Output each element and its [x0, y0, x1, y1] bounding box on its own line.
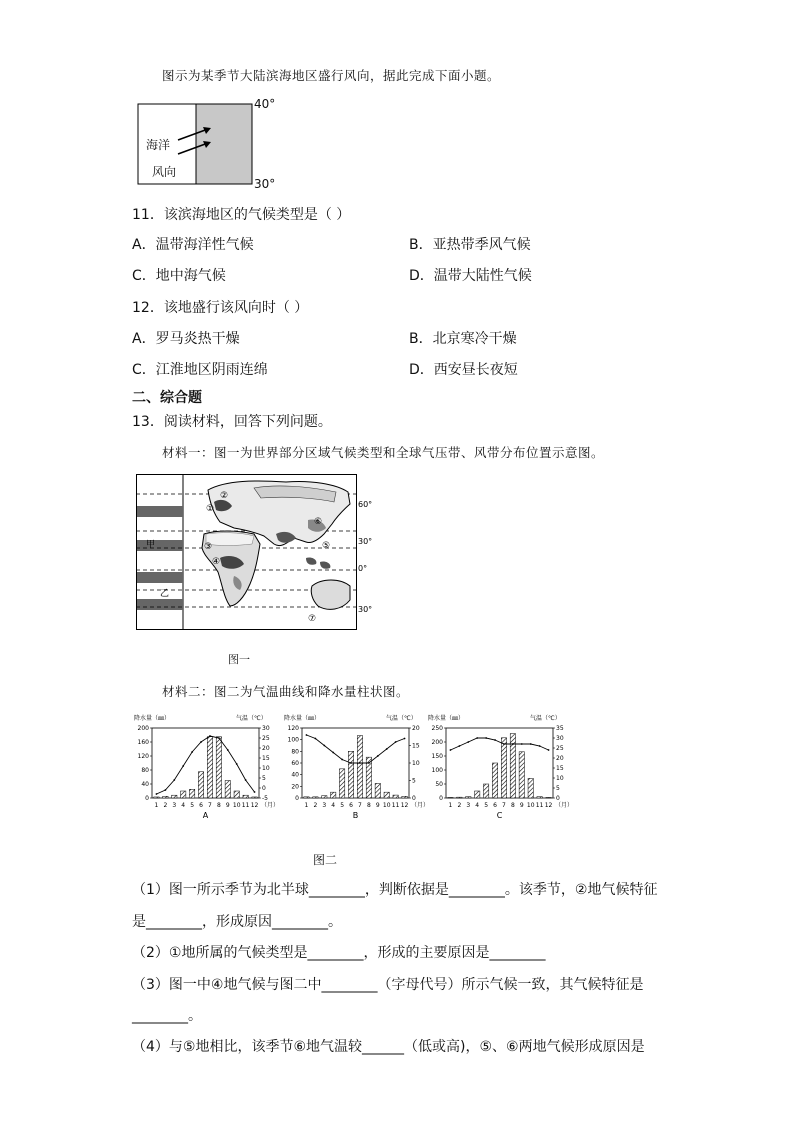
temp-point: [450, 749, 452, 751]
left-tick-label: 40: [291, 771, 299, 779]
month-label: 11: [391, 802, 400, 809]
month-label: 5: [340, 802, 345, 809]
q11-option-c: C．地中海气候: [132, 268, 226, 284]
month-label: 1: [304, 802, 309, 809]
marker-7: ⑦: [308, 614, 317, 624]
temp-curve: [307, 735, 405, 763]
right-tick-label: 15: [556, 765, 564, 772]
temp-axis-label: 气温（℃）: [386, 715, 417, 722]
marker-3: ③: [204, 542, 213, 552]
month-label: 7: [208, 802, 212, 809]
material1-text: 材料一：图一为世界部分区域气候类型和全球气压带、风带分布位置示意图。: [162, 445, 605, 460]
right-tick-label: 5: [262, 775, 266, 782]
left-tick-label: 120: [287, 725, 299, 732]
right-tick-label: 30: [262, 725, 270, 732]
precip-bar: [393, 795, 398, 798]
right-tick-label: 10: [412, 760, 420, 767]
q13-sub4: （4）与⑤地相比，该季节⑥地气温较______（低或高)，⑤、⑥两地气候形成原因是: [132, 1039, 645, 1055]
right-tick-label: 15: [262, 755, 270, 762]
q13-sub1-line2: 是________，形成原因________。: [132, 914, 342, 930]
temp-point: [323, 745, 325, 747]
temp-point: [236, 763, 238, 765]
q11-option-a: A．温带海洋性气候: [132, 237, 254, 253]
month-label: 10: [382, 802, 391, 809]
month-label: 8: [216, 802, 221, 809]
q11-option-b: B．亚热带季风气候: [409, 237, 531, 253]
month-label: 12: [250, 802, 259, 809]
q13-sub2: （2）①地所属的气候类型是________，形成的主要原因是________: [132, 945, 546, 961]
precip-bar: [322, 796, 327, 798]
q12-stem: 12．该地盛行该风向时（ ）: [132, 300, 309, 316]
left-tick-label: 0: [295, 795, 299, 802]
precip-bar: [448, 797, 453, 798]
temp-point: [191, 751, 193, 753]
left-tick-label: 60: [291, 760, 299, 767]
wind-label: 风向: [152, 165, 177, 179]
precip-bar: [501, 738, 506, 798]
temp-point: [503, 743, 505, 745]
q11-stem: 11．该滨海地区的气候类型是（ ）: [132, 207, 351, 223]
chart-title: A: [202, 811, 209, 820]
month-label: 9: [375, 802, 380, 809]
q13-sub1-line1: （1）图一所示季节为北半球________，判断依据是________。该季节，②地气候特征: [132, 882, 658, 898]
right-tick-label: 5: [556, 785, 560, 792]
precip-bar: [198, 772, 203, 798]
left-tick-label: 40: [141, 781, 149, 788]
precip-bar: [172, 795, 177, 798]
right-tick-label: 15: [412, 742, 420, 750]
world-climate-map: [136, 474, 382, 634]
temp-point: [530, 743, 532, 745]
marker-2: ②: [220, 491, 229, 501]
temp-point: [512, 743, 514, 745]
climate-chart-a: [132, 712, 287, 827]
temp-point: [209, 735, 211, 737]
belt-label-yi: 乙: [160, 589, 170, 599]
month-label: 9: [225, 802, 230, 809]
precip-bar: [492, 763, 497, 798]
month-label: 6: [349, 802, 353, 809]
precip-bar: [357, 736, 362, 798]
fig1-caption: 图一: [228, 653, 250, 666]
lat-label-60: 60°: [358, 500, 373, 509]
temp-point: [395, 741, 397, 743]
month-unit-label: （月）: [555, 802, 574, 809]
temp-point: [218, 737, 220, 739]
month-label: 10: [232, 802, 241, 809]
temp-point: [458, 745, 460, 747]
lat-label-0: 0°: [358, 564, 368, 573]
left-tick-label: 200: [431, 739, 443, 746]
marker-6: ⑥: [314, 517, 323, 527]
left-tick-label: 120: [137, 753, 149, 760]
month-label: 11: [241, 802, 250, 809]
precip-bar: [466, 797, 471, 798]
left-tick-label: 20: [291, 783, 299, 791]
right-tick-label: 5: [412, 777, 416, 785]
belt-label-jia: 甲: [146, 540, 156, 550]
temp-point: [173, 779, 175, 781]
month-label: 2: [313, 802, 318, 809]
q13-sub3-line1: （3）图一中④地气候与图二中________（字母代号）所示气候一致，其气候特征是: [132, 977, 644, 993]
temp-point: [368, 762, 370, 764]
month-unit-label: （月）: [411, 802, 430, 809]
month-label: 4: [331, 802, 336, 809]
temp-point: [314, 738, 316, 740]
right-tick-label: 0: [556, 795, 560, 802]
month-label: 1: [448, 802, 453, 809]
left-tick-label: 80: [141, 767, 149, 774]
temp-point: [341, 759, 343, 761]
precip-bar: [537, 797, 542, 798]
lat-bottom-label: 30°: [254, 177, 276, 191]
chart-title: B: [352, 811, 359, 820]
precip-bar: [252, 797, 257, 798]
left-tick-label: 80: [291, 748, 299, 756]
month-label: 3: [322, 802, 327, 809]
precip-bar: [402, 796, 407, 798]
precip-bar: [207, 737, 212, 798]
temp-point: [404, 738, 406, 740]
temp-axis-label: 气温（℃）: [530, 715, 561, 722]
precip-axis-label: 降水量（㎜）: [134, 715, 171, 722]
temp-point: [200, 741, 202, 743]
temp-point: [494, 739, 496, 741]
month-unit-label: （月）: [261, 802, 280, 809]
temp-point: [332, 752, 334, 754]
precip-bar: [475, 791, 480, 798]
temp-point: [548, 749, 550, 751]
intro-text: 图示为某季节大陆滨海地区盛行风向，据此完成下面小题。: [162, 68, 501, 83]
temp-point: [467, 741, 469, 743]
month-label: 8: [366, 802, 371, 809]
marker-1: ①: [206, 504, 215, 514]
right-tick-label: 20: [262, 745, 270, 752]
right-tick-label: 0: [412, 795, 416, 802]
q11-option-d: D．温带大陆性气候: [409, 268, 532, 284]
month-label: 9: [519, 802, 524, 809]
month-label: 8: [510, 802, 515, 809]
month-label: 5: [484, 802, 489, 809]
temp-curve: [157, 736, 255, 794]
q12-option-c: C．江淮地区阴雨连绵: [132, 362, 268, 378]
lat-top-label: 40°: [254, 97, 276, 111]
precip-bar: [546, 797, 551, 798]
precip-bar: [225, 781, 230, 799]
precip-bar: [216, 737, 221, 798]
climate-chart-b: [282, 712, 437, 827]
month-label: 2: [163, 802, 168, 809]
precip-bar: [519, 752, 524, 798]
right-tick-label: 20: [412, 725, 420, 732]
temp-axis-label: 气温（℃）: [236, 715, 267, 722]
right-tick-label: -5: [262, 795, 268, 802]
temp-point: [539, 745, 541, 747]
month-label: 12: [544, 802, 553, 809]
temp-point: [164, 789, 166, 791]
right-tick-label: 35: [556, 725, 564, 732]
fig2-caption: 图二: [313, 853, 338, 867]
precip-bar: [154, 797, 159, 798]
right-tick-label: 20: [556, 755, 564, 762]
month-label: 7: [502, 802, 506, 809]
month-label: 6: [199, 802, 203, 809]
temp-point: [521, 743, 523, 745]
precip-axis-label: 降水量（㎜）: [428, 715, 465, 722]
right-tick-label: 0: [262, 785, 266, 792]
right-tick-label: 30: [556, 735, 564, 742]
month-label: 4: [475, 802, 480, 809]
temp-point: [476, 737, 478, 739]
temp-point: [156, 793, 158, 795]
temp-point: [182, 765, 184, 767]
temp-curve: [451, 738, 549, 750]
q12-option-b: B．北京寒冷干燥: [409, 331, 517, 347]
temp-point: [227, 749, 229, 751]
month-label: 2: [457, 802, 462, 809]
right-tick-label: 10: [556, 775, 564, 782]
section-heading: 二、综合题: [132, 390, 202, 406]
precip-bar: [163, 796, 168, 798]
left-tick-label: 100: [431, 767, 443, 774]
month-label: 4: [181, 802, 186, 809]
temp-point: [359, 762, 361, 764]
q12-option-d: D．西安昼长夜短: [409, 362, 518, 378]
marker-4: ④: [212, 557, 221, 567]
chart-title: C: [496, 811, 503, 820]
month-label: 11: [535, 802, 544, 809]
precip-axis-label: 降水量（㎜）: [284, 715, 321, 722]
lat-label-30n: 30°: [358, 537, 373, 546]
material2-text: 材料二：图二为气温曲线和降水量柱状图。: [162, 684, 410, 699]
temp-point: [386, 748, 388, 750]
temp-point: [254, 791, 256, 793]
temp-point: [350, 762, 352, 764]
right-tick-label: 25: [556, 745, 564, 752]
month-label: 7: [358, 802, 362, 809]
precip-bar: [457, 797, 462, 798]
precip-bar: [375, 783, 380, 798]
right-tick-label: 10: [262, 765, 270, 772]
month-label: 10: [526, 802, 535, 809]
month-label: 3: [172, 802, 177, 809]
temp-point: [485, 737, 487, 739]
q13-stem: 13．阅读材料，回答下列问题。: [132, 414, 332, 430]
month-label: 3: [466, 802, 471, 809]
precip-bar: [339, 769, 344, 798]
lat-label-30s: 30°: [358, 605, 373, 614]
climate-chart-c: [426, 712, 581, 827]
precip-bar: [243, 795, 248, 798]
left-tick-label: 100: [287, 736, 299, 744]
left-tick-label: 250: [431, 725, 443, 732]
precip-bar: [189, 789, 194, 798]
precip-bar: [234, 791, 239, 798]
precip-bar: [313, 797, 318, 798]
month-label: 6: [493, 802, 497, 809]
precip-bar: [483, 784, 488, 798]
left-tick-label: 200: [137, 725, 149, 732]
left-tick-label: 150: [431, 753, 443, 760]
left-tick-label: 50: [435, 781, 443, 788]
precip-bar: [528, 778, 533, 798]
right-tick-label: 25: [262, 735, 270, 742]
precip-bar: [331, 792, 336, 798]
temp-point: [306, 734, 308, 736]
left-tick-label: 0: [439, 795, 443, 802]
month-label: 1: [154, 802, 159, 809]
temp-point: [377, 755, 379, 757]
left-tick-label: 160: [137, 739, 149, 746]
plot-frame: [446, 728, 553, 798]
precip-bar: [348, 751, 353, 798]
month-label: 12: [400, 802, 409, 809]
precip-bar: [384, 792, 389, 798]
q12-option-a: A．罗马炎热干燥: [132, 331, 240, 347]
precip-bar: [181, 791, 186, 798]
precip-bar: [304, 797, 309, 798]
left-tick-label: 0: [145, 795, 149, 802]
q13-sub3-line2: ________。: [132, 1008, 202, 1024]
temp-point: [245, 779, 247, 781]
month-label: 5: [190, 802, 195, 809]
marker-5: ⑤: [322, 541, 331, 551]
ocean-label: 海洋: [146, 138, 171, 152]
